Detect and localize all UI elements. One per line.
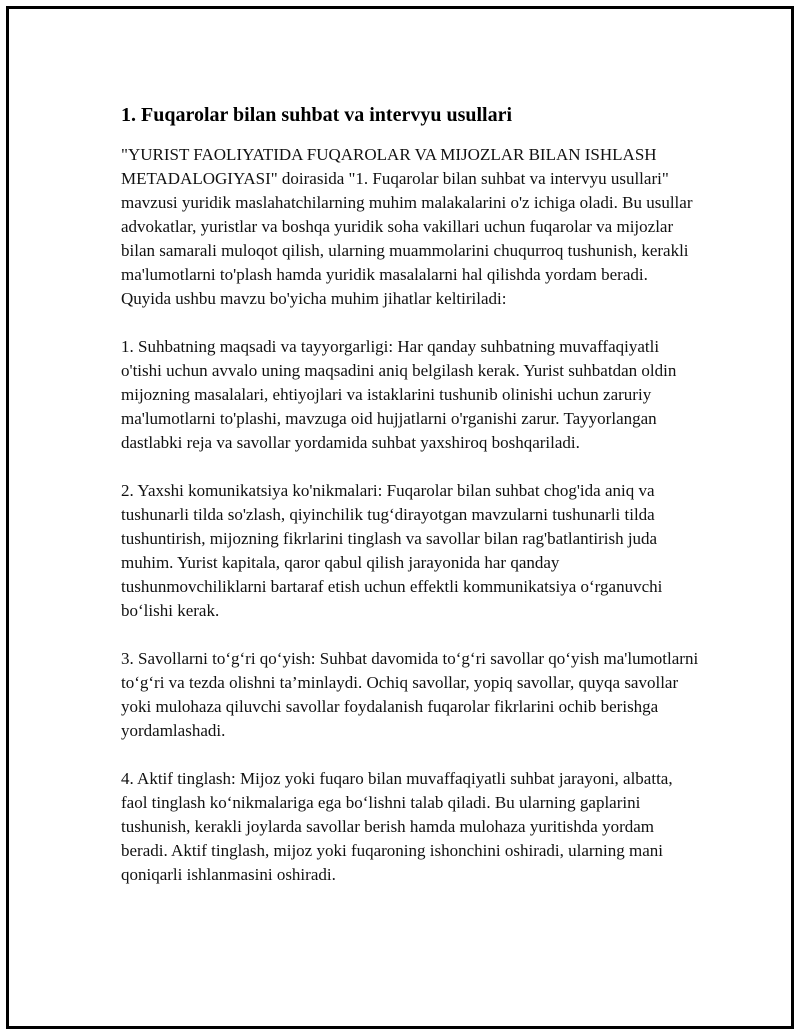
intro-paragraph: "YURIST FAOLIYATIDA FUQAROLAR VA MIJOZLAR BILAN ISHLASH METADALOGIYASI" doirasida "1. Fuqarolar bilan suhbat va intervyu usullari" mavzusi yuridik maslahatchilarning muhim malakalarini o'z ichiga oladi. Bu usullar advokatlar, yuristlar va boshqa yuridik soha vakillari uchun fuqarolar va mijozlar bilan samarali muloqot qilish, ularning muammolarini chuqurroq tushunish, kerakli ma'lumotlarni to'plash hamda yuridik masalalarni hal qilishda yordam beradi. Quyida ushbu mavzu bo'yicha muhim jihatlar keltiriladi: [121,145,693,308]
document-title: 1. Fuqarolar bilan suhbat va intervyu usullari [121,104,513,126]
paragraph-1-interview-purpose: 1. Suhbatning maqsadi va tayyorgarligi: Har qanday suhbatning muvaffaqiyatli o'tishi uchun avvalo uning maqsadini aniq belgilash kerak. Yurist suhbatdan oldin mijozning masalalari, ehtiyojlari va istaklarini tushunib olinishi uchun zaruriy ma'lumotlarni to'plashi, mavzuga oid hujjatlarni o'rganishi zarur. Tayyorlangan dastlabki reja va savollar yordamida suhbat yaxshiroq boshqariladi. [121,337,677,452]
paragraph-4-active-listening: 4. Aktif tinglash: Mijoz yoki fuqaro bilan muvaffaqiyatli suhbat jarayoni, albatta, faol tinglash ko‘nikmalariga ega bo‘lishni talab qiladi. Bu ularning gaplarini tushunish, kerakli joylarda savollar berish hamda mulohaza yuritishda yordam beradi. Aktif tinglash, mijoz yoki fuqaroning ishonchini oshiradi, ularning mani qoniqarli ishlanmasini oshiradi. [121,769,673,884]
paragraph-3-asking-questions: 3. Savollarni to‘g‘ri qo‘yish: Suhbat davomida to‘g‘ri savollar qo‘yish ma'lumotlarni to‘g‘ri va tezda olishni ta’minlaydi. Ochiq savollar, yopiq savollar, quyqa savollar yoki mulohaza qiluvchi savollar foydalanish fuqarolar fikrlarini ochib berishga yordamlashadi. [121,649,699,740]
document-body [121,95,701,911]
paragraph-2-communication-skills: 2. Yaxshi komunikatsiya ko'nikmalari: Fuqarolar bilan suhbat chog'ida aniq va tushunarli tilda so'zlash, qiyinchilik tug‘dirayotgan mavzularni tushunarli tilda tushuntirish, mijozning fikrlarini tinglash va savollar bilan rag'batlantirish juda muhim. Yurist kapitala, qaror qabul qilish jarayonida har qanday tushunmovchiliklarni bartaraf etish uchun effektli kommunikatsiya o‘rganuvchi bo‘lishi kerak. [121,481,663,620]
page-frame [6,6,794,1029]
